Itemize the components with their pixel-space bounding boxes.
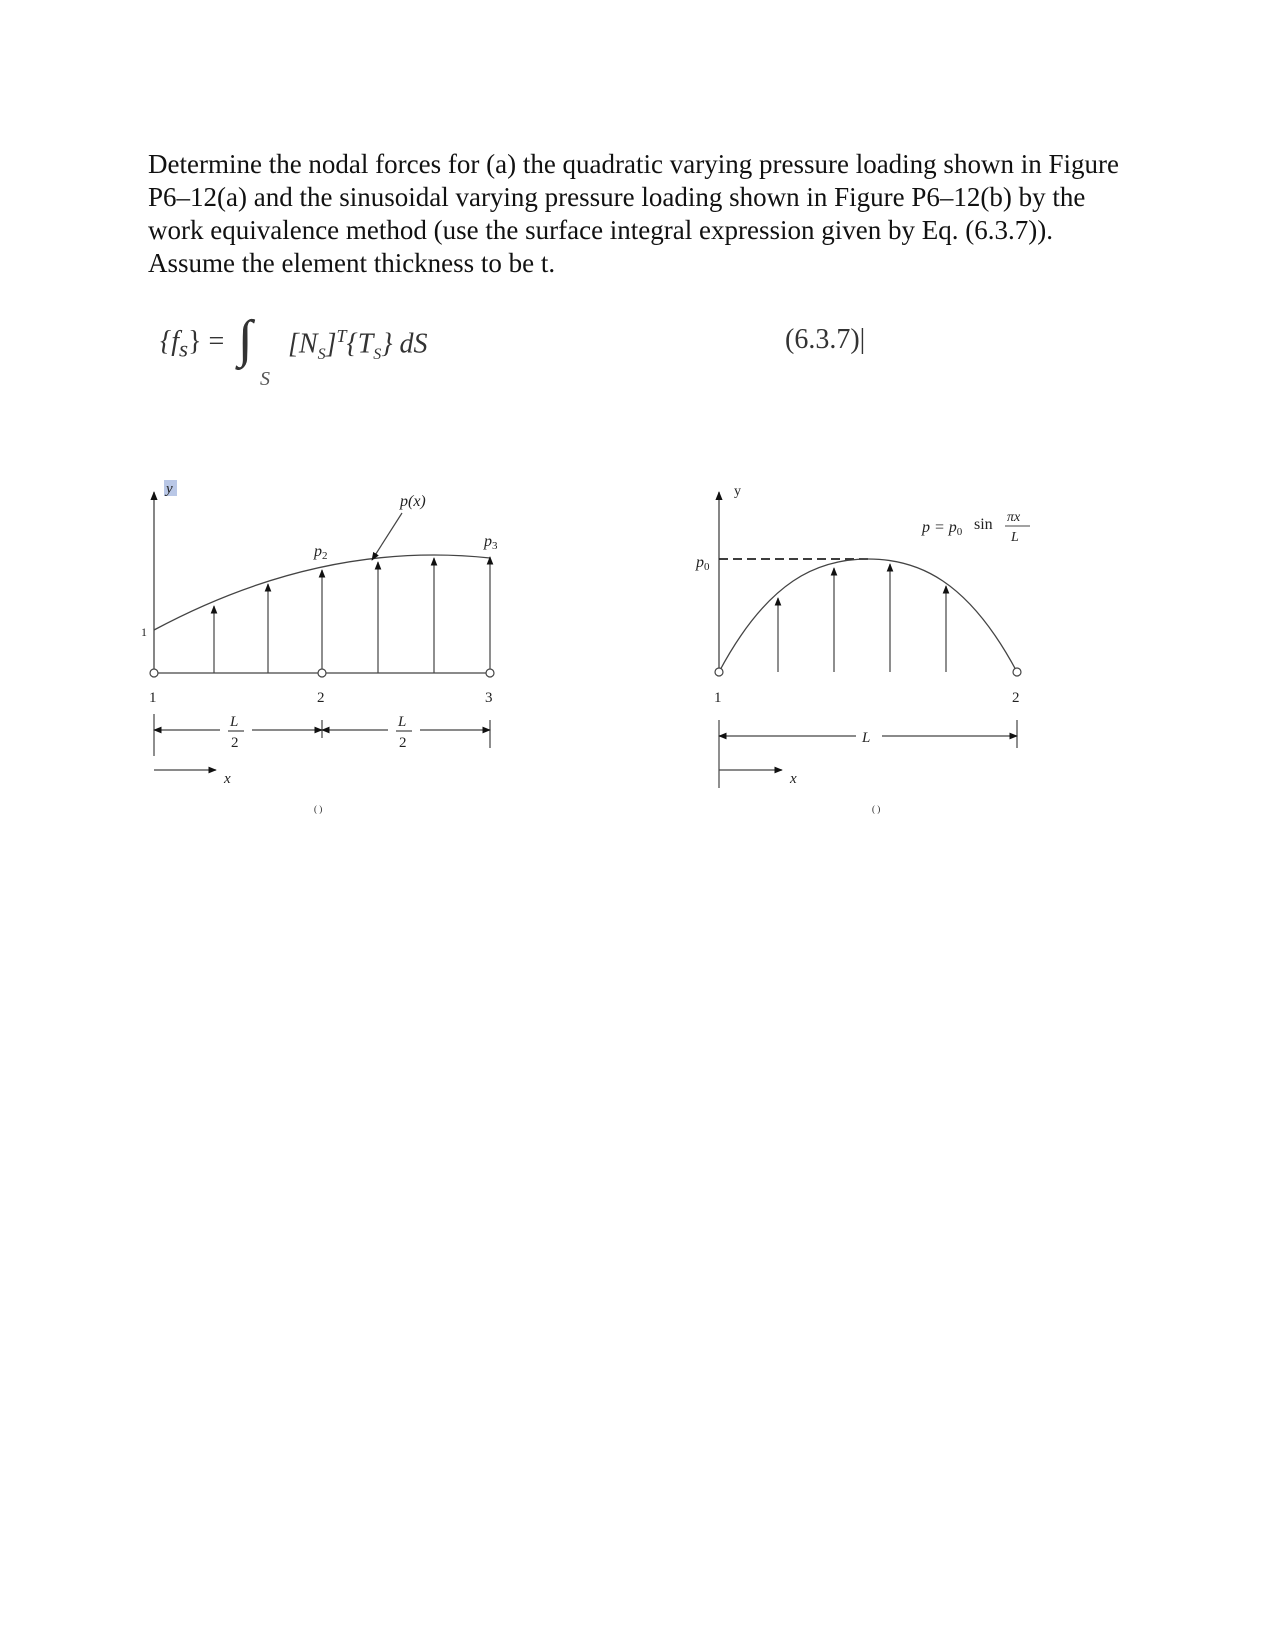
y-axis-label: y [166, 481, 173, 497]
node-1-circle [715, 668, 723, 676]
node-3-circle [486, 669, 494, 677]
equation-integrand: $[N_S]^T\{T_S\}$ dS [288, 326, 428, 363]
y-axis-label: y [734, 484, 741, 499]
node-1-circle [150, 669, 158, 677]
dim-numerator-2: L [398, 714, 407, 730]
equation-6-3-7 [160, 311, 880, 398]
load-leader-arrow [372, 513, 402, 560]
node-2-label: 2 [317, 690, 325, 706]
formula-numerator: πx [1007, 510, 1021, 525]
sine-load-formula [921, 510, 1030, 545]
dim-denominator-1: 2 [231, 735, 239, 751]
side-marker: 1 [141, 625, 147, 639]
caption-fragment: ( ) [314, 804, 323, 814]
equation-lhs: $\{f_s\}$ = [160, 326, 225, 363]
formula-denominator: L [1011, 530, 1019, 545]
x-axis-label: x [224, 771, 231, 787]
length-label: L [862, 730, 871, 746]
equation-number: (6.3.7)| [785, 324, 866, 355]
p2-label: p2 [314, 543, 328, 562]
dim-denominator-2: 2 [399, 735, 407, 751]
formula-lhs: p = p0 [922, 519, 963, 538]
sine-pressure-curve [719, 559, 1017, 672]
node-2-label: 2 [1012, 690, 1020, 706]
x-axis-label: x [790, 771, 797, 787]
p0-label: p0 [696, 554, 710, 573]
load-function-label: p(x) [400, 493, 426, 510]
figure-p6-12b [690, 480, 1070, 825]
node-1-label: 1 [149, 690, 157, 706]
node-2-circle [1013, 668, 1021, 676]
formula-sin: sin [974, 516, 993, 533]
dim-numerator-1: L [230, 714, 239, 730]
caption-fragment: ( ) [872, 804, 881, 814]
problem-statement: Determine the nodal forces for (a) the quadratic varying pressure loading shown in Figure P6–12(a) and the sinusoidal varying pressure loading shown in Figure P6–12(b) by the work equivalence method (use the surface integral expression given by Eq. (6.3.7)). Assume the element thickness to be t. [148, 149, 1119, 278]
node-1-label: 1 [714, 690, 722, 706]
p3-label: p3 [484, 533, 498, 552]
node-2-circle [318, 669, 326, 677]
node-3-label: 3 [485, 690, 493, 706]
figure-p6-12a [140, 480, 520, 825]
integral-domain: S [260, 368, 270, 390]
double-integral-sign: ∫∫ [238, 311, 239, 368]
